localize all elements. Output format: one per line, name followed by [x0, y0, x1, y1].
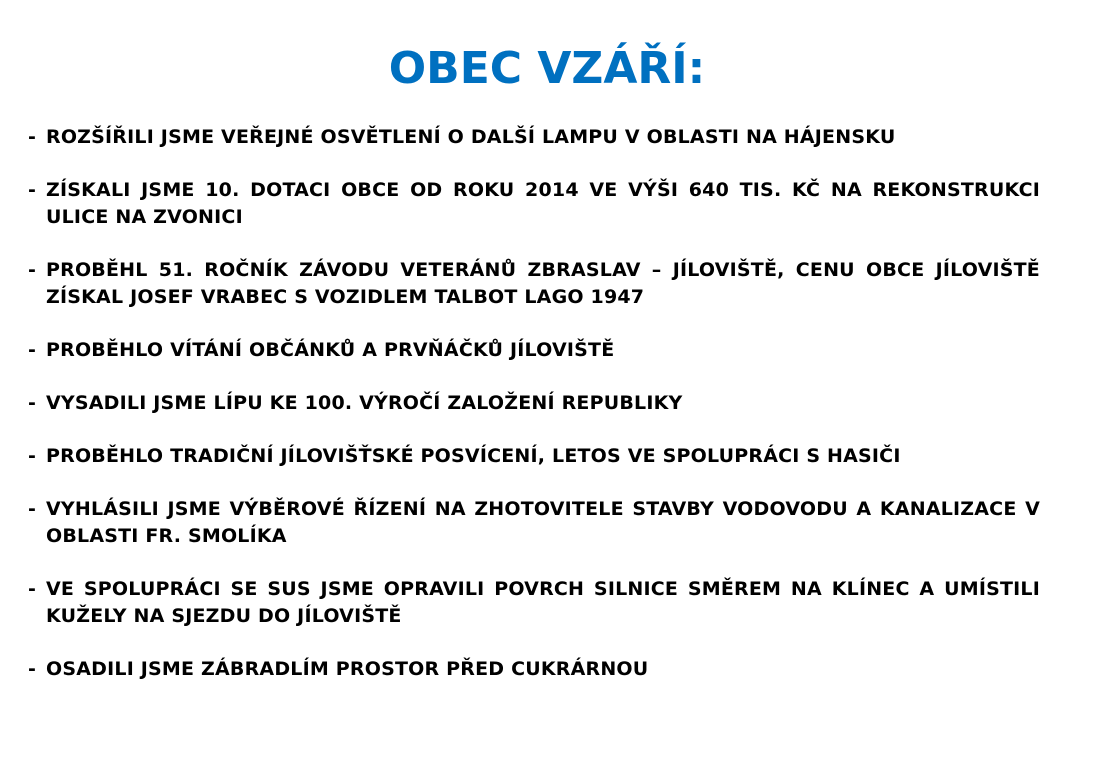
list-item-text: ZÍSKALI JSME 10. DOTACI OBCE OD ROKU 2014 VE VÝŠI 640 TIS. KČ NA REKONSTRUKCI ULICE NA ZVONICI	[46, 179, 1040, 228]
list-item	[28, 496, 1040, 550]
bullet-dash: -	[28, 658, 37, 680]
bullet-dash: -	[28, 392, 37, 414]
bullet-dash: -	[28, 578, 37, 600]
list-item-text: VE SPOLUPRÁCI SE SUS JSME OPRAVILI POVRCH SILNICE SMĚREM NA KLÍNEC A UMÍSTILI KUŽELY NA SJEZDU DO JÍLOVIŠTĚ	[46, 578, 1040, 627]
news-list	[28, 124, 1040, 709]
list-item-text: VYSADILI JSME LÍPU KE 100. VÝROČÍ ZALOŽENÍ REPUBLIKY	[46, 392, 683, 414]
list-item	[28, 390, 1040, 417]
list-item	[28, 443, 1040, 470]
list-item	[28, 257, 1040, 311]
list-item-text: PROBĚHL 51. ROČNÍK ZÁVODU VETERÁNŮ ZBRASLAV – JÍLOVIŠTĚ, CENU OBCE JÍLOVIŠTĚ ZÍSKAL JOSEF VRABEC S VOZIDLEM TALBOT LAGO 1947	[46, 259, 1040, 308]
list-item-text: ROZŠÍŘILI JSME VEŘEJNÉ OSVĚTLENÍ O DALŠÍ LAMPU V OBLASTI NA HÁJENSKU	[46, 126, 896, 148]
bullet-dash: -	[28, 498, 37, 520]
list-item	[28, 337, 1040, 364]
list-item	[28, 124, 1040, 151]
bullet-dash: -	[28, 259, 37, 281]
bullet-dash: -	[28, 179, 37, 201]
bullet-dash: -	[28, 445, 37, 467]
list-item-text: PROBĚHLO TRADIČNÍ JÍLOVIŠŤSKÉ POSVÍCENÍ, LETOS VE SPOLUPRÁCI S HASIČI	[46, 445, 901, 467]
list-item	[28, 656, 1040, 683]
list-item-text: OSADILI JSME ZÁBRADLÍM PROSTOR PŘED CUKRÁRNOU	[46, 658, 649, 680]
list-item	[28, 177, 1040, 231]
page-title: OBEC VZÁŘÍ:	[388, 43, 706, 94]
bullet-dash: -	[28, 126, 37, 148]
list-item-text: VYHLÁSILI JSME VÝBĚROVÉ ŘÍZENÍ NA ZHOTOVITELE STAVBY VODOVODU A KANALIZACE V OBLASTI FR. SMOLÍKA	[46, 498, 1040, 547]
list-item-text: PROBĚHLO VÍTÁNÍ OBČÁNKŮ A PRVŇÁČKŮ JÍLOVIŠTĚ	[46, 339, 615, 361]
bullet-dash: -	[28, 339, 37, 361]
list-item	[28, 576, 1040, 630]
